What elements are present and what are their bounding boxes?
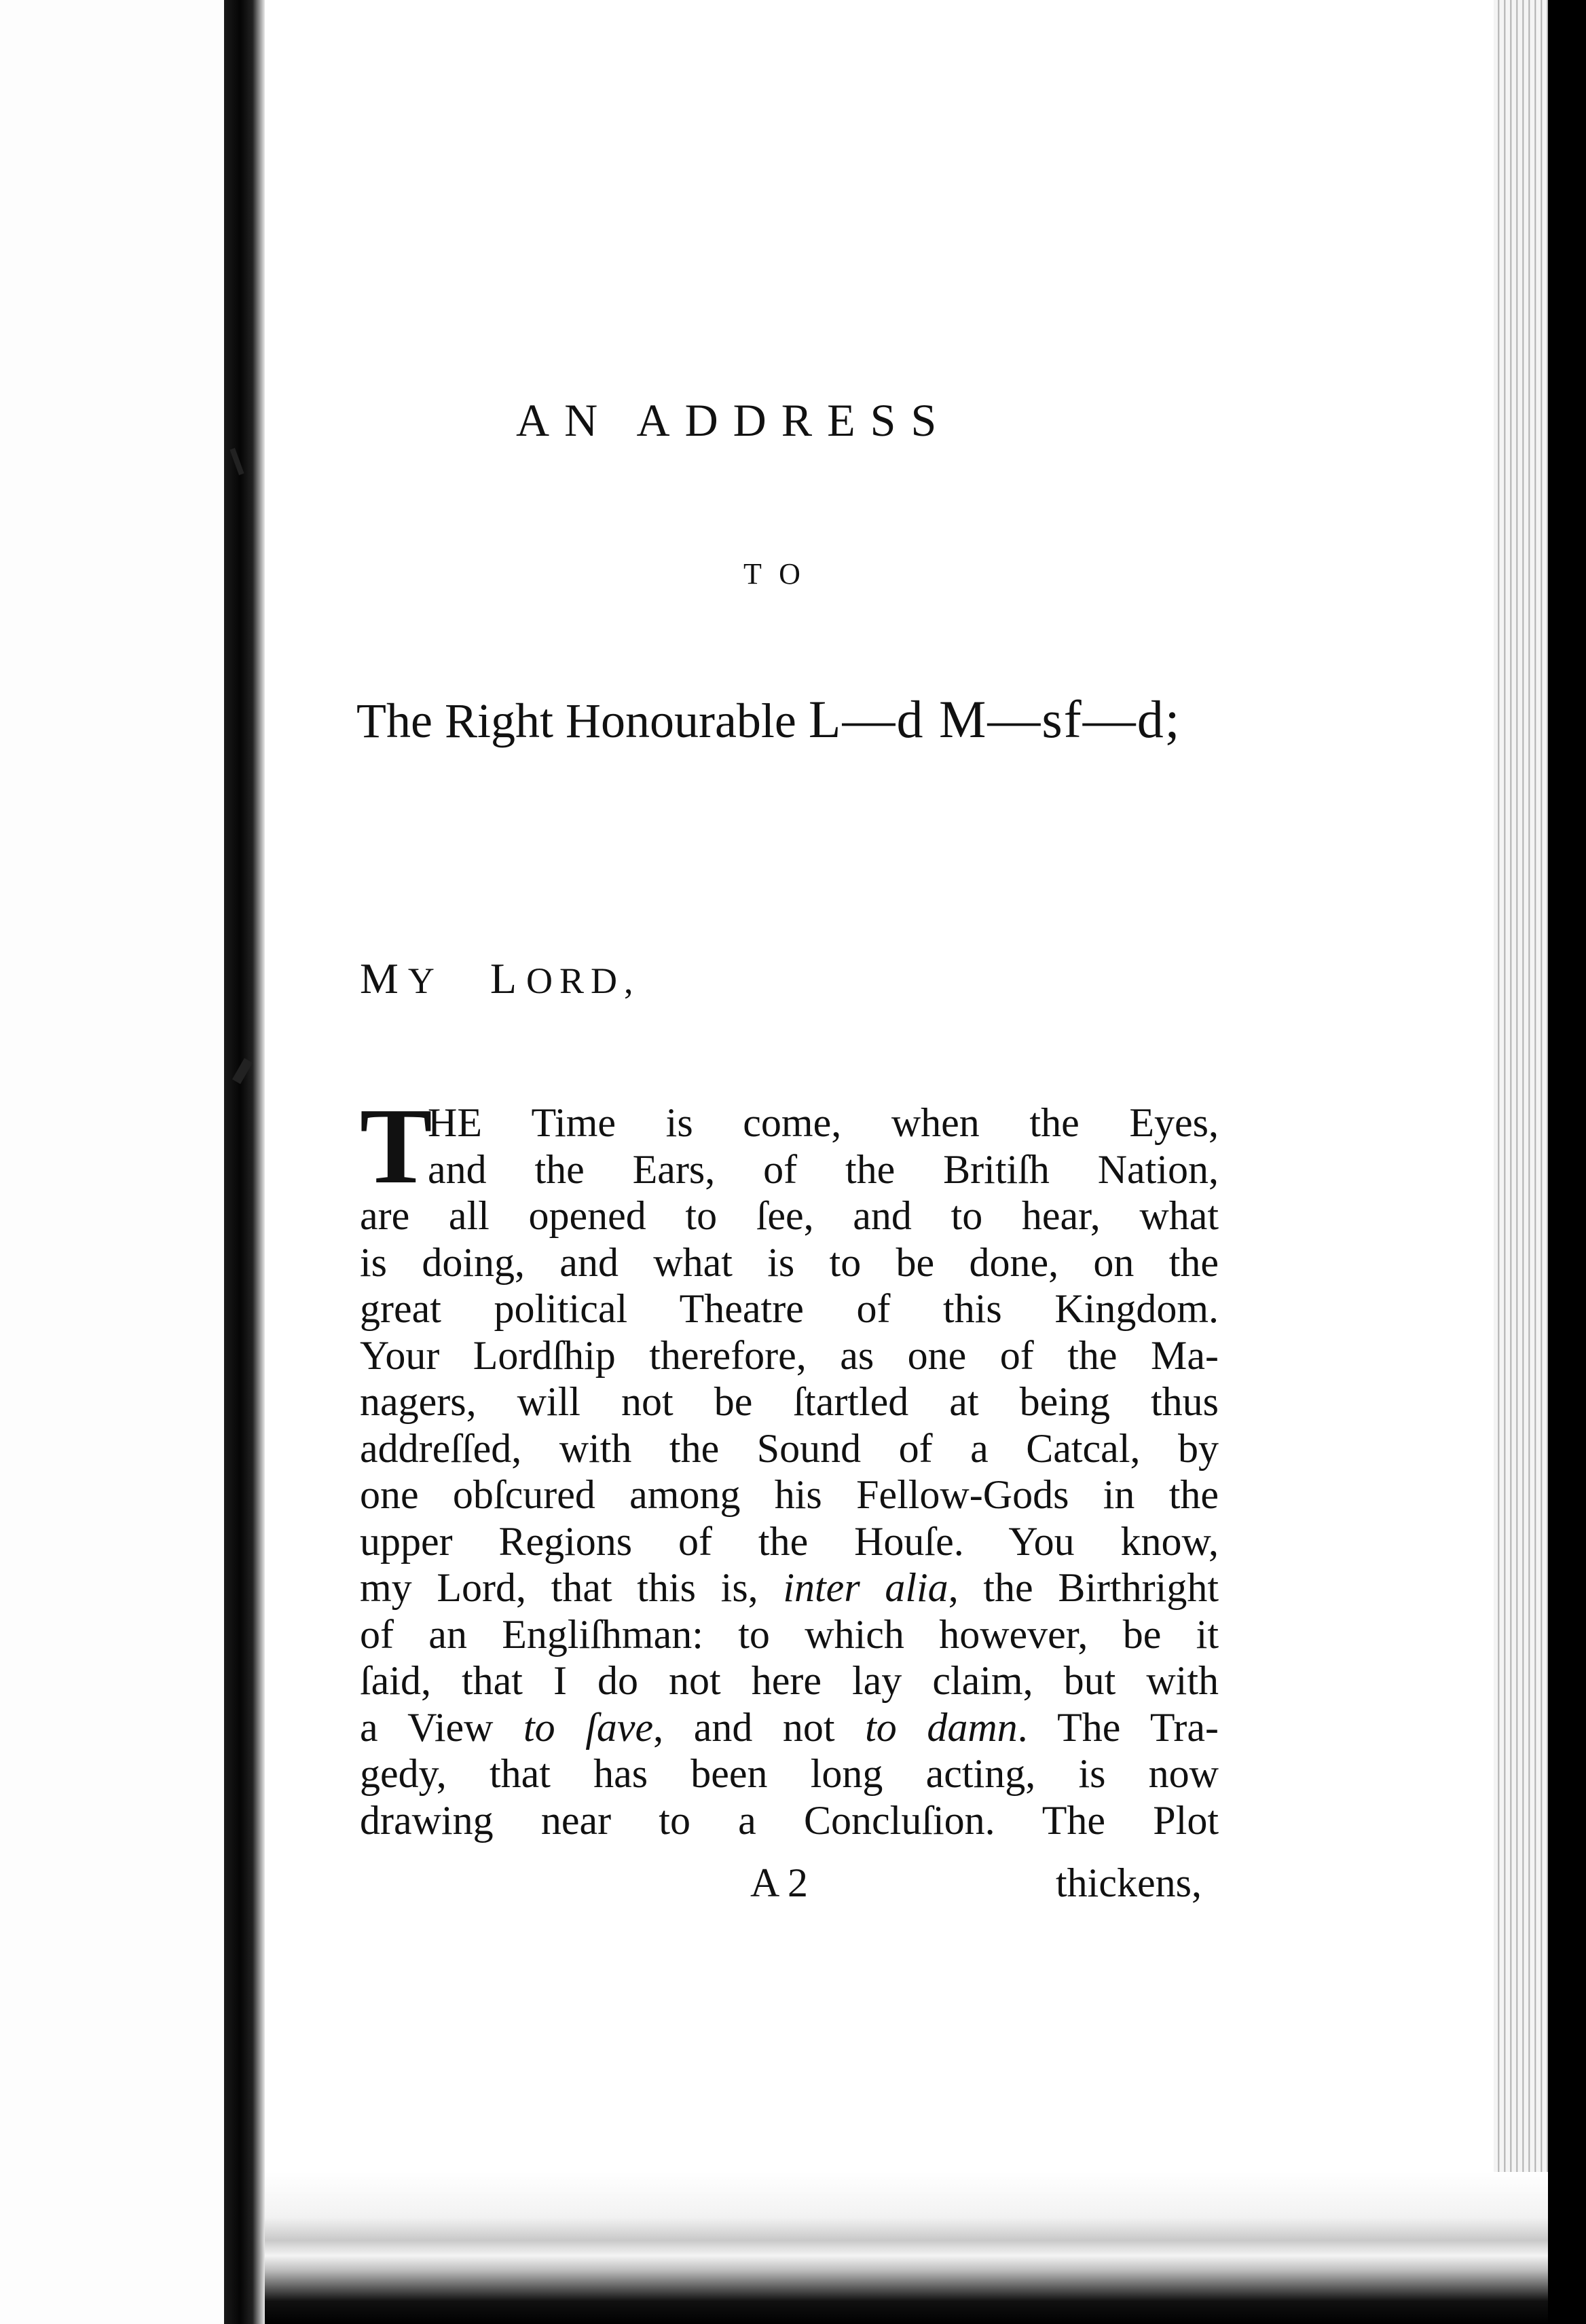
italic-phrase: to ſave: [523, 1704, 654, 1750]
drop-cap: T: [360, 1085, 432, 1206]
text-line: upper Regions of the Houſe. You know,: [360, 1518, 1219, 1564]
text-line: ſaid, that I do not here lay claim, but with: [360, 1658, 1219, 1703]
catchword: thickens,: [1056, 1860, 1202, 1905]
title: AN ADDRESS: [516, 394, 952, 446]
text-segment: . The Tra-: [1017, 1704, 1219, 1750]
scan-border-right: [1548, 0, 1586, 2324]
text-line: addreſſed, with the Sound of a Catcal, by: [360, 1425, 1219, 1471]
italic-phrase: to damn: [865, 1704, 1018, 1750]
text-line: great political Theatre of this Kingdom.: [360, 1286, 1219, 1331]
italic-phrase: inter alia: [783, 1565, 948, 1610]
addressee-name: L—d M—sf—d;: [808, 690, 1181, 749]
salutation-ord: ORD,: [526, 960, 640, 1001]
page-fore-edge: [1494, 0, 1548, 2324]
salutation-m: M: [360, 954, 408, 1002]
text-segment: my Lord, that this is,: [360, 1565, 783, 1610]
title-to: TO: [743, 557, 818, 591]
text-line: Your Lordſhip therefore, as one of the Ma-: [360, 1332, 1219, 1378]
previous-page-edge: [0, 0, 224, 2324]
salutation-y: Y: [407, 960, 441, 1001]
text-line: HE Time is come, when the Eyes,: [428, 1100, 1219, 1145]
text-line: of an Engliſhman: to which however, be it: [360, 1611, 1219, 1657]
text-segment: a View: [360, 1704, 523, 1750]
text-line: nagers, will not be ſtartled at being thus: [360, 1379, 1219, 1424]
text-segment: , the Birthright: [948, 1565, 1219, 1610]
text-line-italic: [360, 1564, 1219, 1611]
text-line: are all opened to ſee, and to hear, what: [360, 1193, 1219, 1238]
salutation-l: L: [490, 954, 526, 1002]
text-line: drawing near to a Concluſion. The Plot: [360, 1797, 1219, 1843]
text-line: one obſcured among his Fellow-Gods in the: [360, 1472, 1219, 1517]
signature-mark: A 2: [750, 1860, 809, 1905]
body-text: [360, 1085, 1219, 1843]
text-line: gedy, that has been long acting, is now: [360, 1751, 1219, 1796]
page-bottom-edge: [265, 2172, 1548, 2324]
book-gutter: [224, 0, 265, 2324]
text-line: and the Ears, of the Britiſh Nation,: [428, 1146, 1219, 1192]
addressee-prefix: The Right Honourable: [356, 694, 796, 748]
addressee: [356, 689, 1239, 750]
text-line: is doing, and what is to be done, on the: [360, 1239, 1219, 1285]
text-line-italic: [360, 1704, 1219, 1751]
salutation: [360, 954, 903, 1004]
text-segment: , and not: [653, 1704, 866, 1750]
